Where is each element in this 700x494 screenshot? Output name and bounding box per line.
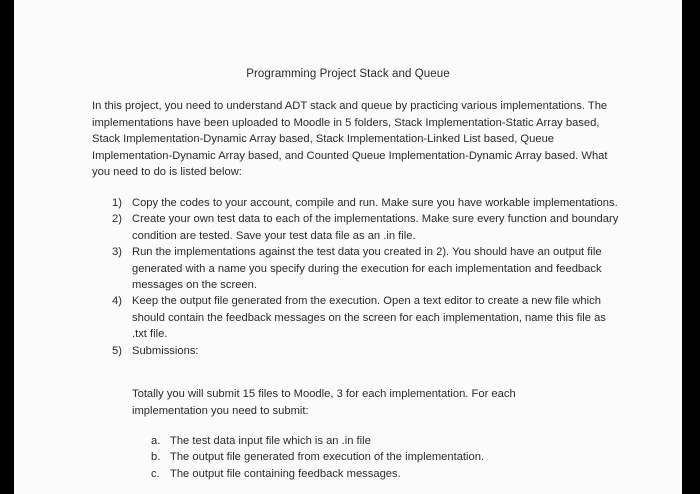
item-letter: c. <box>151 467 160 480</box>
item-text: The output file generated from execution of the implementation. <box>170 451 485 464</box>
item-text: The output file containing feedback messages. <box>170 467 401 480</box>
intro-paragraph: In this project, you need to understand ADT stack and queue by practicing various implementations. The implementations have been uploaded to Moodle in 5 folders, Stack Implementation-Static Array based, Stack Implementation-Dynamic Array based, Stack Implementation-Linked List based, Queue Implementation-Dynamic Array based, and Counted Queue Implementation-Dynamic Array based. What you need to do is listed below: <box>92 100 608 179</box>
step-number: 3) <box>112 246 122 259</box>
list-item <box>112 343 622 359</box>
step-number: 5) <box>112 344 122 357</box>
item-letter: a. <box>151 435 161 447</box>
submission-paragraph: Totally you will submit 15 files to Moodle, 3 for each implementation. For each implementation you need to submit: <box>132 388 516 417</box>
list-item <box>151 466 551 482</box>
item-text: The test data input file which is an .in file <box>170 435 371 447</box>
step-text: Copy the codes to your account, compile and run. Make sure you have workable implementations. <box>132 197 618 209</box>
step-text: Create your own test data to each of the implementations. Make sure every function and boundary condition are tested. Save your test data file as an .in file. <box>132 213 619 242</box>
document-page <box>14 0 682 494</box>
step-text: Submissions: <box>132 344 199 357</box>
step-number: 4) <box>112 295 122 308</box>
list-item <box>112 293 622 342</box>
step-text: Keep the output file generated from the execution. Open a text editor to create a new file which should contain the feedback messages on the screen for each implementation, name this file as .txt file. <box>132 295 606 341</box>
item-letter: b. <box>151 451 161 464</box>
step-number: 2) <box>112 213 122 226</box>
step-text: Run the implementations against the test data you created in 2). You should have an output file generated with a name you specify during the execution for each implementation and feedback messages on the screen. <box>132 246 602 292</box>
submission-list <box>151 433 551 482</box>
list-item <box>112 244 622 293</box>
list-item <box>112 211 622 244</box>
document-title: Programming Project Stack and Queue <box>246 68 450 80</box>
list-item <box>112 195 622 211</box>
step-number: 1) <box>112 197 122 209</box>
list-item <box>151 449 551 465</box>
steps-list <box>112 195 622 359</box>
list-item <box>151 433 551 449</box>
